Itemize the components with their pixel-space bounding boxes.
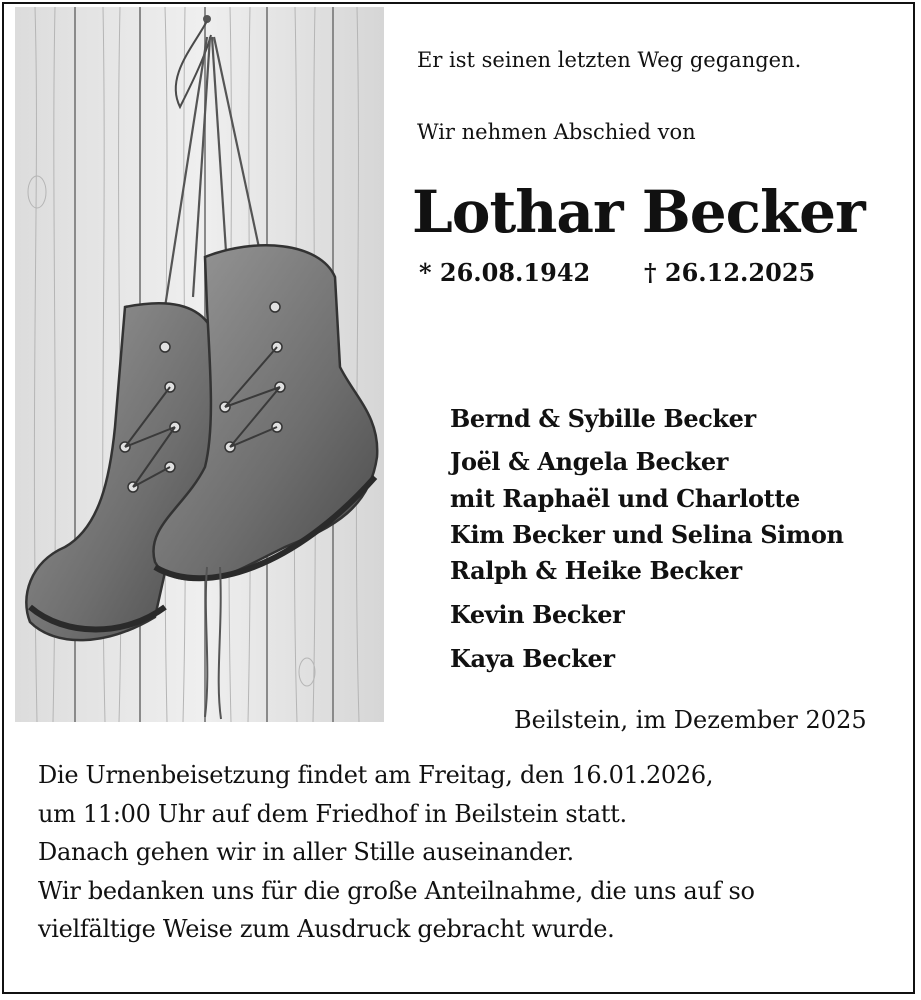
funeral-text-line: um 11:00 Uhr auf dem Friedhof in Beilstein statt. <box>38 799 627 828</box>
funeral-details <box>38 756 755 949</box>
birth-date: * 26.08.1942 <box>419 258 591 287</box>
mourner-line: Joël & Angela Becker <box>450 447 728 476</box>
mourner-line: Bernd & Sybille Becker <box>450 404 756 433</box>
mourner-line: Kaya Becker <box>450 644 615 673</box>
mourner-line: Kim Becker und Selina Simon <box>450 520 844 549</box>
funeral-text-line: Die Urnenbeisetzung findet am Freitag, den 16.01.2026, <box>38 761 714 789</box>
mourner-line: mit Raphaël und Charlotte <box>450 484 800 513</box>
funeral-text-line: vielfältige Weise zum Ausdruck gebracht wurde. <box>38 915 615 943</box>
hanging-boots-illustration <box>15 7 384 722</box>
funeral-text-line: Wir bedanken uns für die große Anteilnahme, die uns auf so <box>38 876 755 905</box>
mourner-line: Kevin Becker <box>450 600 625 629</box>
obituary-notice <box>2 2 915 994</box>
deceased-name: Lothar Becker <box>412 178 865 246</box>
mourner-line: Ralph & Heike Becker <box>450 556 742 585</box>
funeral-text-line: Danach gehen wir in aller Stille auseinander. <box>38 838 574 866</box>
death-date: † 26.12.2025 <box>644 258 816 287</box>
farewell-line: Wir nehmen Abschied von <box>417 120 696 144</box>
intro-line: Er ist seinen letzten Weg gegangen. <box>417 48 802 72</box>
place-and-date: Beilstein, im Dezember 2025 <box>514 706 867 734</box>
